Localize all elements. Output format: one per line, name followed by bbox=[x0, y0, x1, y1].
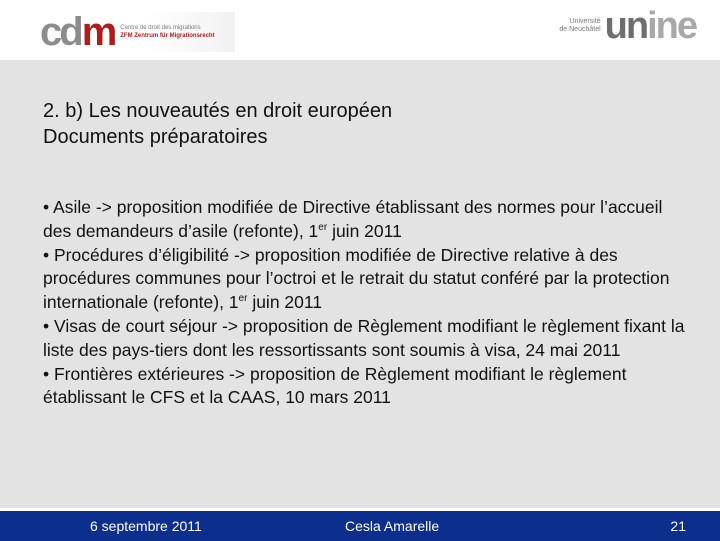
cdm-logo-m: m bbox=[81, 10, 115, 54]
footer-author: Cesla Amarelle bbox=[345, 518, 440, 534]
bullet-item-visas: • Visas de court séjour -> proposition de Règlement modifiant le règlement fixant la liste des pays-tiers dont les ressortissants sont soumis à visa, 24 mai 2011 bbox=[43, 315, 685, 360]
cdm-logo-line2: ZFM Zentrum für Migrationsrecht bbox=[120, 33, 215, 39]
footer-page-number: 21 bbox=[670, 518, 686, 534]
bullet-text-end: juin 2011 bbox=[247, 292, 323, 313]
bullet-text: • Asile -> proposition modifiée de Directive établissant des normes pour l’accueil des demandeurs d’asile (refonte), 1 bbox=[43, 197, 663, 241]
bullet-item-frontieres: • Frontières extérieures -> proposition de Règlement modifiant le règlement établissant le CFS et la CAAS, 10 mars 2011 bbox=[43, 363, 627, 408]
unine-logo-text bbox=[556, 18, 601, 34]
unine-logo bbox=[556, 6, 696, 46]
slide-footer bbox=[0, 510, 720, 541]
slide-header bbox=[0, 0, 720, 60]
unine-logo-ine: ine bbox=[647, 5, 696, 47]
cdm-logo-line1: Centre de droit des migrations bbox=[120, 25, 201, 31]
bullet-item-procedures bbox=[43, 244, 693, 315]
bullet-list bbox=[43, 196, 693, 410]
slide-content bbox=[0, 60, 720, 508]
cdm-logo bbox=[40, 12, 235, 52]
slide-title bbox=[43, 98, 683, 150]
bullet-sup: er bbox=[238, 293, 248, 305]
cdm-logo-text bbox=[120, 24, 214, 40]
footer-date: 6 septembre 2011 bbox=[90, 518, 202, 534]
bullet-text: • Procédures d’éligibilité -> proposition modifiée de Directive relative à des procédures communes pour l’octroi et le retrait du statut conféré par la protection internationale (refonte), 1 bbox=[43, 244, 670, 313]
unine-logo-un: un bbox=[604, 5, 648, 47]
cdm-logo-mark bbox=[40, 12, 114, 52]
unine-logo-mark bbox=[605, 6, 696, 46]
bullet-sup: er bbox=[318, 221, 328, 233]
slide-title-line2: Documents préparatoires bbox=[43, 126, 268, 148]
cdm-logo-cd: cd bbox=[40, 10, 81, 54]
slide-title-line1: 2. b) Les nouveautés en droit européen bbox=[43, 100, 393, 122]
bullet-text-end: juin 2011 bbox=[327, 220, 402, 241]
unine-logo-line2: de Neuchâtel bbox=[559, 26, 601, 33]
unine-logo-line1: Université bbox=[569, 18, 601, 25]
bullet-item-asile bbox=[43, 196, 693, 244]
